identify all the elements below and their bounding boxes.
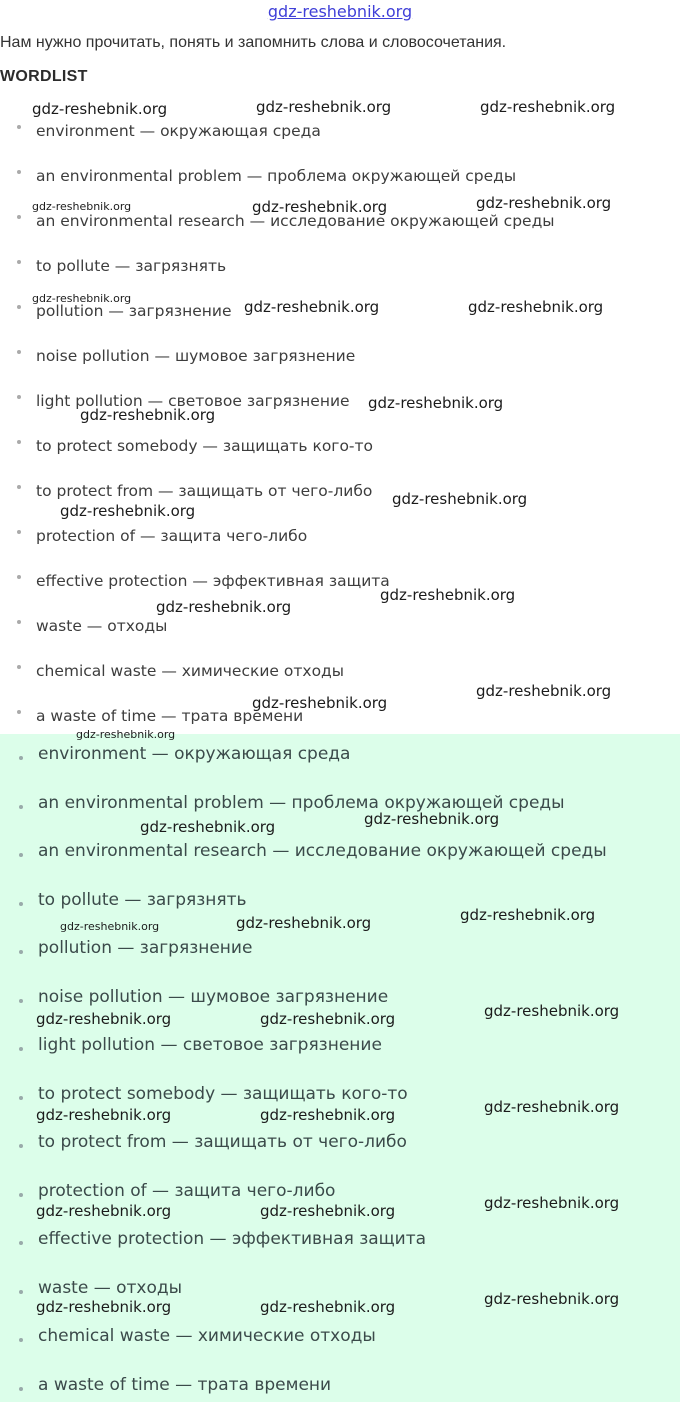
watermark: gdz-reshebnik.org [460, 906, 595, 924]
word-entry: an environmental problem — проблема окружающей среды [38, 793, 565, 813]
word-entry: to protect somebody — защищать кого-то [36, 437, 373, 455]
bullet-icon [17, 530, 21, 534]
list-item [0, 425, 680, 470]
list-item [0, 740, 680, 789]
word-entry: a waste of time — трата времени [36, 707, 303, 725]
watermark: gdz-reshebnik.org [260, 1202, 395, 1220]
bullet-icon [19, 805, 23, 809]
wordlist-heading: WORDLIST [0, 68, 88, 86]
watermark: gdz-reshebnik.org [60, 502, 195, 520]
word-entry: effective protection — эффективная защита [36, 572, 390, 590]
word-entry: protection of — защита чего-либо [38, 1181, 335, 1201]
word-entry: to pollute — загрязнять [38, 890, 247, 910]
word-entry: waste — отходы [36, 617, 167, 635]
watermark: gdz-reshebnik.org [32, 292, 131, 305]
list-item [0, 335, 680, 380]
bullet-icon [19, 1338, 23, 1342]
watermark: gdz-reshebnik.org [260, 1298, 395, 1316]
word-entry: chemical waste — химические отходы [38, 1326, 376, 1346]
wordlist-highlighted [0, 740, 680, 1419]
watermark: gdz-reshebnik.org [36, 1106, 171, 1124]
list-item [0, 1322, 680, 1371]
word-entry: protection of — защита чего-либо [36, 527, 307, 545]
word-entry: pollution — загрязнение [36, 302, 232, 320]
list-item [0, 1225, 680, 1274]
list-item [0, 837, 680, 886]
list-item [0, 1371, 680, 1419]
bullet-icon [19, 1047, 23, 1051]
watermark: gdz-reshebnik.org [256, 98, 391, 116]
word-entry: to pollute — загрязнять [36, 257, 226, 275]
watermark: gdz-reshebnik.org [244, 298, 379, 316]
bullet-icon [17, 170, 21, 174]
word-entry: environment — окружающая среда [38, 744, 350, 764]
watermark: gdz-reshebnik.org [484, 1098, 619, 1116]
list-item [0, 515, 680, 560]
watermark: gdz-reshebnik.org [392, 490, 527, 508]
bullet-icon [19, 853, 23, 857]
bullet-icon [17, 710, 21, 714]
watermark: gdz-reshebnik.org [476, 682, 611, 700]
watermark: gdz-reshebnik.org [156, 598, 291, 616]
bullet-icon [19, 756, 23, 760]
site-link[interactable]: gdz-reshebnik.org [0, 2, 680, 21]
word-entry: light pollution — световое загрязнение [38, 1035, 382, 1055]
bullet-icon [19, 1290, 23, 1294]
list-item [0, 605, 680, 650]
bullet-icon [17, 215, 21, 219]
watermark: gdz-reshebnik.org [260, 1106, 395, 1124]
watermark: gdz-reshebnik.org [80, 406, 215, 424]
bullet-icon [17, 395, 21, 399]
word-entry: to protect somebody — защищать кого-то [38, 1084, 408, 1104]
word-entry: to protect from — защищать от чего-либо [38, 1132, 407, 1152]
word-entry: an environmental problem — проблема окружающей среды [36, 167, 516, 185]
watermark: gdz-reshebnik.org [364, 810, 499, 828]
bullet-icon [17, 665, 21, 669]
bullet-icon [17, 125, 21, 129]
word-entry: a waste of time — трата времени [38, 1375, 331, 1395]
watermark: gdz-reshebnik.org [480, 98, 615, 116]
word-entry: noise pollution — шумовое загрязнение [38, 987, 388, 1007]
watermark: gdz-reshebnik.org [484, 1002, 619, 1020]
watermark: gdz-reshebnik.org [468, 298, 603, 316]
bullet-icon [19, 902, 23, 906]
bullet-icon [17, 305, 21, 309]
bullet-icon [17, 350, 21, 354]
watermark: gdz-reshebnik.org [476, 194, 611, 212]
bullet-icon [19, 1241, 23, 1245]
watermark: gdz-reshebnik.org [76, 728, 175, 741]
word-entry: an environmental research — исследование окружающей среды [36, 212, 555, 230]
watermark: gdz-reshebnik.org [140, 818, 275, 836]
watermark: gdz-reshebnik.org [36, 1202, 171, 1220]
bullet-icon [17, 260, 21, 264]
bullet-icon [19, 1144, 23, 1148]
word-entry: light pollution — световое загрязнение [36, 392, 350, 410]
word-entry: pollution — загрязнение [38, 938, 252, 958]
word-entry: effective protection — эффективная защита [38, 1229, 426, 1249]
word-entry: to protect from — защищать от чего-либо [36, 482, 372, 500]
bullet-icon [19, 1387, 23, 1391]
watermark: gdz-reshebnik.org [260, 1010, 395, 1028]
watermark: gdz-reshebnik.org [252, 694, 387, 712]
word-entry: an environmental research — исследование окружающей среды [38, 841, 607, 861]
bullet-icon [17, 620, 21, 624]
watermark: gdz-reshebnik.org [380, 586, 515, 604]
intro-text: Нам нужно прочитать, понять и запомнить слова и словосочетания. [0, 34, 506, 52]
watermark: gdz-reshebnik.org [32, 200, 131, 213]
watermark: gdz-reshebnik.org [36, 1010, 171, 1028]
bullet-icon [17, 575, 21, 579]
watermark: gdz-reshebnik.org [236, 914, 371, 932]
list-item [0, 789, 680, 838]
list-item [0, 245, 680, 290]
watermark: gdz-reshebnik.org [32, 100, 167, 118]
bullet-icon [17, 440, 21, 444]
watermark: gdz-reshebnik.org [252, 198, 387, 216]
watermark: gdz-reshebnik.org [36, 1298, 171, 1316]
word-entry: noise pollution — шумовое загрязнение [36, 347, 355, 365]
watermark: gdz-reshebnik.org [60, 920, 159, 933]
bullet-icon [19, 999, 23, 1003]
list-item [0, 934, 680, 983]
word-entry: chemical waste — химические отходы [36, 662, 344, 680]
watermark: gdz-reshebnik.org [484, 1290, 619, 1308]
word-entry: environment — окружающая среда [36, 122, 321, 140]
list-item [0, 1031, 680, 1080]
bullet-icon [17, 485, 21, 489]
list-item [0, 1128, 680, 1177]
bullet-icon [19, 1096, 23, 1100]
word-entry: waste — отходы [38, 1278, 182, 1298]
watermark: gdz-reshebnik.org [484, 1194, 619, 1212]
list-item [0, 560, 680, 605]
bullet-icon [19, 950, 23, 954]
bullet-icon [19, 1193, 23, 1197]
watermark: gdz-reshebnik.org [368, 394, 503, 412]
